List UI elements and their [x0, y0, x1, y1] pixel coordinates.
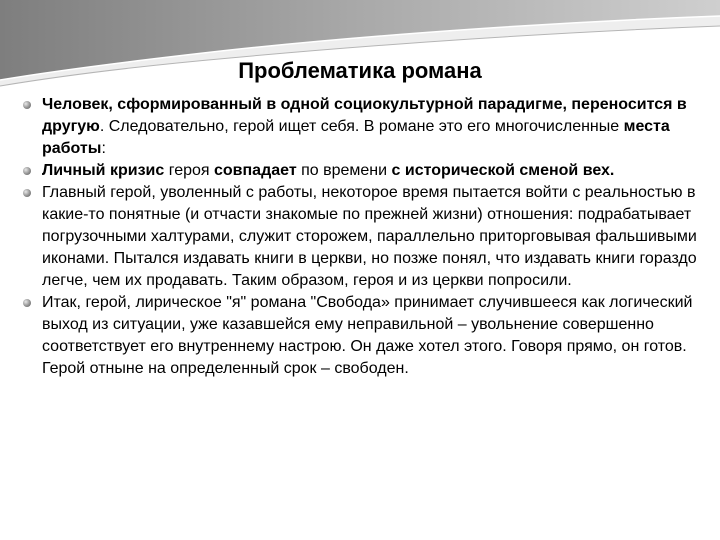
text-run: героя	[164, 162, 214, 179]
bullet-item	[22, 292, 698, 380]
bullet-list	[22, 94, 698, 380]
text-run: Итак, герой, лирическое "я" романа "Свобода» принимает случившееся как логический выход из ситуации, уже казавшейся ему неправильной – увольнение совершенно соответствует его внутреннему настрою. Он даже хотел этого. Говоря прямо, он готов. Герой отныне на определенный срок – свободен.	[42, 294, 693, 377]
slide-title: Проблематика романа	[238, 58, 482, 83]
bold-text-run: Личный кризис	[42, 162, 165, 179]
bullet-dot-icon	[23, 189, 31, 197]
bold-text-run: места работы	[42, 118, 670, 157]
bullet-dot-icon	[23, 167, 31, 175]
bold-text-run: совпадает	[214, 162, 297, 179]
text-run: Главный герой, уволенный с работы, некоторое время пытается войти с реальностью в какие-то понятные (и отчасти знакомые по прежней жизни) отношения: подрабатывает погрузочными халтурами, служит сторожем, параллельно приторговывая фальшивыми иконами. Пытался издавать книги в церкви, но позже понял, что издавать книги гораздо легче, чем их продавать. Таким образом, героя и из церкви попросили.	[42, 184, 697, 289]
text-run: :	[101, 140, 106, 157]
text-run: . Следовательно, герой ищет себя. В романе это его многочисленные	[99, 118, 624, 135]
bullet-item	[22, 182, 698, 292]
bullet-item	[22, 94, 698, 160]
bullet-item	[22, 160, 698, 182]
bullet-dot-icon	[23, 101, 31, 109]
bold-text-run: с исторической сменой вех.	[391, 162, 615, 179]
bold-text-run: Человек, сформированный в одной социокультурной парадигме, переносится в другую	[42, 96, 687, 135]
text-run: по времени	[296, 162, 392, 179]
bullet-dot-icon	[23, 299, 31, 307]
